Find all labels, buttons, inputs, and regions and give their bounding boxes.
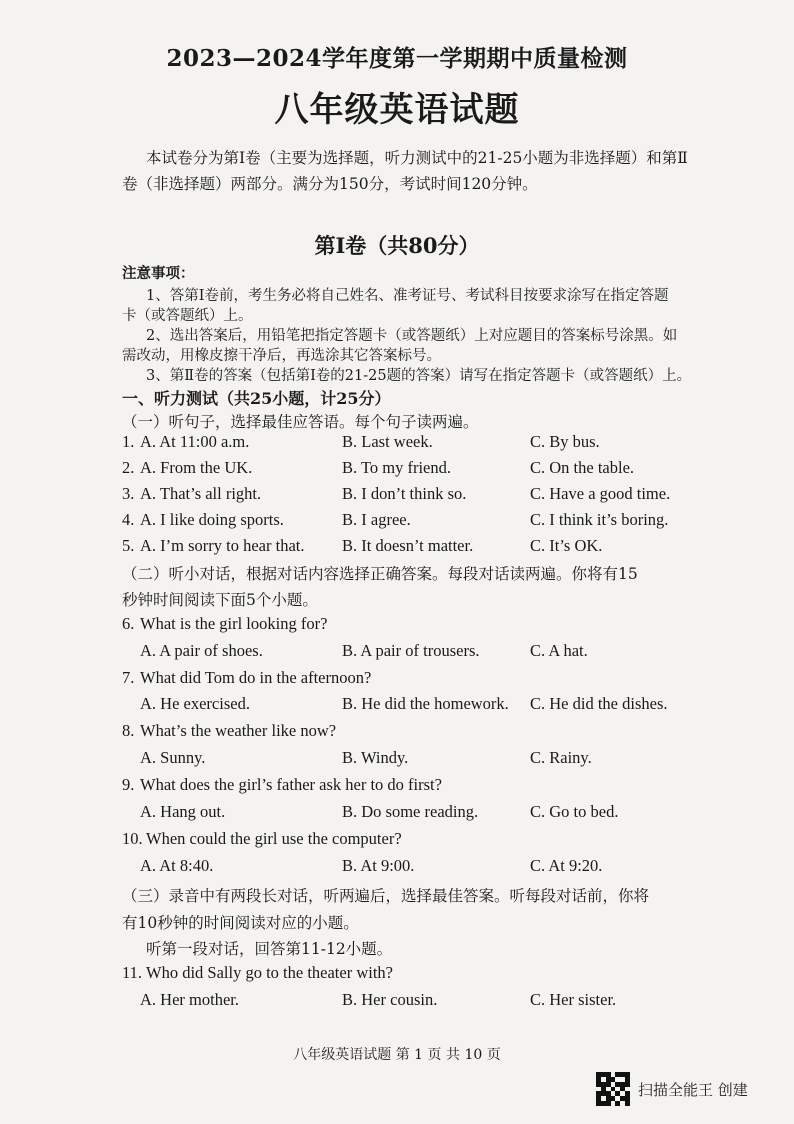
- option-b: B. At 9:00.: [342, 856, 415, 875]
- question-number: 2.: [122, 458, 135, 477]
- question-number: 8.: [122, 721, 135, 740]
- question-number: 9.: [122, 775, 135, 794]
- question-stem: What does the girl’s father ask her to do first?: [140, 775, 442, 794]
- section1-sub2-line2: 秒钟时间阅读下面5个小题。: [122, 591, 318, 609]
- option-a: A. Her mother.: [140, 990, 239, 1009]
- option-a: A. I like doing sports.: [140, 510, 284, 529]
- intro-line-2: 卷（非选择题）两部分。满分为150分，考试时间120分钟。: [122, 175, 538, 193]
- question-number: 4.: [122, 510, 135, 529]
- option-c: C. He did the dishes.: [530, 694, 668, 713]
- qr-code-icon: [596, 1072, 630, 1106]
- notice-1-cont: 卡（或答题纸）上。: [122, 308, 253, 324]
- question-stem: What is the girl looking for?: [140, 614, 328, 633]
- question-number: 3.: [122, 484, 135, 503]
- watermark-text: 扫描全能王 创建: [638, 1080, 748, 1099]
- option-c: C. At 9:20.: [530, 856, 603, 875]
- option-c: C. A hat.: [530, 641, 588, 660]
- dialog1-instruction: 听第一段对话，回答第11-12小题。: [146, 940, 393, 958]
- page-footer: 八年级英语试题 第 1 页 共 10 页: [293, 1047, 501, 1063]
- section1-sub3-line1: （三）录音中有两段长对话，听两遍后，选择最佳答案。听每段对话前，你将: [122, 887, 650, 905]
- question-stem: When could the girl use the computer?: [146, 829, 402, 848]
- option-a: A. At 8:40.: [140, 856, 214, 875]
- option-c: C. On the table.: [530, 458, 635, 477]
- option-b: B. It doesn’t matter.: [342, 536, 474, 555]
- section1-sub2-line1: （二）听小对话，根据对话内容选择正确答案。每段对话读两遍。你将有15: [122, 565, 638, 583]
- question-number: 10.: [122, 829, 143, 848]
- question-number: 5.: [122, 536, 135, 555]
- option-a: A. A pair of shoes.: [140, 641, 263, 660]
- option-a: A. From the UK.: [140, 458, 253, 477]
- notice-label: 注意事项：: [122, 265, 195, 282]
- question-number: 6.: [122, 614, 135, 633]
- option-b: B. Windy.: [342, 748, 409, 767]
- question-number: 7.: [122, 668, 135, 687]
- notice-2-cont: 需改动，用橡皮擦干净后，再选涂其它答案标号。: [122, 348, 441, 364]
- option-c: C. Her sister.: [530, 990, 617, 1009]
- option-b: B. I agree.: [342, 510, 411, 529]
- option-a: A. Sunny.: [140, 748, 206, 767]
- option-b: B. He did the homework.: [342, 694, 509, 713]
- question-stem: What’s the weather like now?: [140, 721, 337, 740]
- notice-2: 2、选出答案后，用铅笔把指定答题卡（或答题纸）上对应题目的答案标号涂黑。如: [146, 328, 678, 344]
- option-b: B. Last week.: [342, 432, 433, 451]
- notice-3: 3、第Ⅱ卷的答案（包括第Ⅰ卷的21-25题的答案）请写在指定答题卡（或答题纸）上。: [146, 368, 692, 384]
- option-b: B. To my friend.: [342, 458, 451, 477]
- section1-sub3-line2: 有10秒钟的时间阅读对应的小题。: [122, 914, 359, 932]
- notice-1: 1、答第Ⅰ卷前，考生务必将自己姓名、准考证号、考试科目按要求涂写在指定答题: [146, 288, 669, 304]
- question-stem: What did Tom do in the afternoon?: [140, 668, 372, 687]
- option-b: B. I don’t think so.: [342, 484, 467, 503]
- option-c: C. I think it’s boring.: [530, 510, 669, 529]
- option-a: A. He exercised.: [140, 694, 250, 713]
- option-a: A. At 11:00 a.m.: [140, 432, 250, 451]
- part1-heading: 第Ⅰ卷（共80分）: [314, 233, 480, 258]
- exam-title-year: 2023—2024学年度第一学期期中质量检测: [166, 45, 628, 72]
- option-c: C. By bus.: [530, 432, 600, 451]
- option-a: A. Hang out.: [140, 802, 226, 821]
- question-number: 11.: [122, 963, 143, 982]
- exam-title-subject: 八年级英语试题: [274, 90, 520, 130]
- option-a: A. That’s all right.: [140, 484, 262, 503]
- option-b: B. Her cousin.: [342, 990, 438, 1009]
- option-a: A. I’m sorry to hear that.: [140, 536, 305, 555]
- option-c: C. Rainy.: [530, 748, 592, 767]
- option-c: C. It’s OK.: [530, 536, 603, 555]
- question-stem: Who did Sally go to the theater with?: [146, 963, 393, 982]
- question-number: 1.: [122, 432, 135, 451]
- option-b: B. Do some reading.: [342, 802, 479, 821]
- scanner-watermark: [596, 1072, 748, 1106]
- option-c: C. Have a good time.: [530, 484, 671, 503]
- section1-sub1: （一）听句子，选择最佳应答语。每个句子读两遍。: [122, 413, 479, 431]
- option-c: C. Go to bed.: [530, 802, 619, 821]
- option-b: B. A pair of trousers.: [342, 641, 480, 660]
- section1-heading: 一、听力测试（共25小题，计25分）: [122, 389, 391, 408]
- intro-line-1: 本试卷分为第Ⅰ卷（主要为选择题，听力测试中的21-25小题为非选择题）和第Ⅱ: [146, 149, 688, 167]
